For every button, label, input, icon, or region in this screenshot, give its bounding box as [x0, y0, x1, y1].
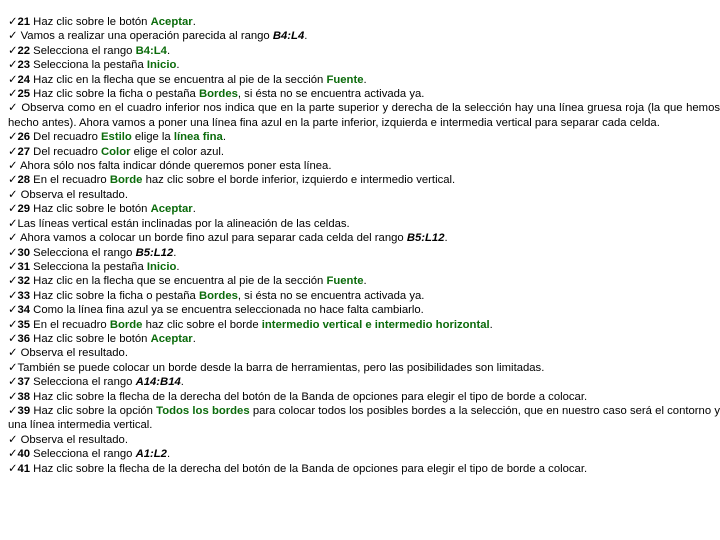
instruction-text: haz clic sobre el borde inferior, izquierdo e intermedio vertical. — [142, 174, 456, 187]
instruction-text: . — [180, 376, 184, 389]
checkmark-icon: ✓ — [8, 44, 18, 57]
step-number: 23 — [17, 59, 31, 72]
checkmark-icon: ✓ — [8, 102, 18, 115]
instruction-line — [8, 332, 720, 346]
instruction-line — [8, 217, 720, 231]
instruction-text: En el recuadro — [30, 174, 110, 187]
checkmark-icon: ✓ — [8, 203, 18, 216]
instruction-line — [8, 260, 720, 274]
checkmark-icon: ✓ — [8, 289, 18, 302]
step-number: 27 — [17, 145, 31, 158]
instruction-line — [8, 188, 720, 202]
instruction-text: Ahora sólo nos falta indicar dónde queremos poner esta línea. — [17, 160, 332, 173]
ui-term: Aceptar — [150, 203, 193, 216]
step-number: 26 — [17, 131, 31, 144]
instruction-line — [8, 246, 720, 260]
ui-term: Todos los bordes — [156, 404, 250, 417]
checkmark-icon: ✓ — [8, 260, 18, 273]
step-number: 29 — [17, 203, 31, 216]
step-number: 41 — [17, 462, 31, 475]
instruction-line — [8, 145, 720, 159]
instruction-text: Observa el resultado. — [17, 188, 128, 201]
checkmark-icon: ✓ — [8, 160, 18, 173]
ui-term: Inicio — [146, 260, 177, 273]
checkmark-icon: ✓ — [8, 188, 18, 201]
instruction-line — [8, 202, 720, 216]
ui-term: línea fina — [173, 131, 223, 144]
cell-range: B5:L12 — [135, 246, 174, 259]
step-number: 34 — [17, 304, 31, 317]
instruction-text: Haz clic sobre la ficha o pestaña — [30, 88, 199, 101]
instruction-text: Haz clic sobre le botón — [30, 16, 151, 28]
instruction-text: Observa el resultado. — [17, 347, 128, 360]
ui-term: Estilo — [101, 131, 132, 144]
instruction-text: elige la — [131, 131, 174, 144]
checkmark-icon: ✓ — [8, 462, 18, 475]
step-number: 40 — [17, 448, 31, 461]
instruction-text: . — [444, 232, 448, 245]
instruction-text: . — [489, 318, 493, 331]
step-number: 22 — [17, 44, 31, 57]
step-number: 25 — [17, 88, 31, 101]
instruction-text: También se puede colocar un borde desde la barra de herramientas, pero las posibilidades son limitadas. — [17, 361, 545, 374]
instruction-line — [8, 346, 720, 360]
instruction-document — [8, 15, 720, 476]
instruction-line — [8, 375, 720, 389]
instruction-text: Selecciona la pestaña — [30, 59, 147, 72]
instruction-text: . — [176, 260, 180, 273]
instruction-line — [8, 15, 720, 29]
instruction-text: Vamos a realizar una operación parecida al rango — [17, 30, 273, 43]
instruction-line — [8, 361, 720, 375]
checkmark-icon: ✓ — [8, 145, 18, 158]
checkmark-icon: ✓ — [8, 174, 18, 187]
step-number: 30 — [17, 246, 31, 259]
checkmark-icon: ✓ — [8, 232, 18, 245]
instruction-line — [8, 447, 720, 461]
instruction-text: Del recuadro — [30, 131, 101, 144]
instruction-text: Selecciona la pestaña — [30, 260, 147, 273]
instruction-text: Selecciona el rango — [30, 44, 136, 57]
cell-range: B5:L12 — [406, 232, 445, 245]
ui-term: Fuente — [326, 73, 364, 86]
instruction-text: Observa el resultado. — [17, 433, 128, 446]
ui-term: Aceptar — [150, 332, 193, 345]
checkmark-icon: ✓ — [8, 275, 18, 288]
ui-term: B4:L4 — [135, 44, 167, 57]
step-number: 37 — [17, 376, 31, 389]
instruction-text: Del recuadro — [30, 145, 101, 158]
step-number: 21 — [17, 16, 31, 28]
step-number: 28 — [17, 174, 31, 187]
step-number: 31 — [17, 260, 31, 273]
checkmark-icon: ✓ — [8, 59, 18, 72]
instruction-text: Haz clic en la flecha que se encuentra al pie de la sección — [30, 275, 327, 288]
checkmark-icon: ✓ — [8, 30, 18, 43]
checkmark-icon: ✓ — [8, 361, 18, 374]
ui-term: Borde — [109, 174, 143, 187]
step-number: 39 — [17, 404, 31, 417]
instruction-text: . — [363, 275, 367, 288]
instruction-line — [8, 390, 720, 404]
instruction-text: Haz clic sobre la opción — [30, 404, 157, 417]
instruction-line — [8, 44, 720, 58]
checkmark-icon: ✓ — [8, 433, 18, 446]
instruction-text: Haz clic en la flecha que se encuentra al pie de la sección — [30, 73, 327, 86]
ui-term: Fuente — [326, 275, 364, 288]
instruction-text: Ahora vamos a colocar un borde fino azul para separar cada celda del rango — [17, 232, 407, 245]
instruction-line — [8, 433, 720, 447]
step-number: 24 — [17, 73, 31, 86]
checkmark-icon: ✓ — [8, 347, 18, 360]
instruction-line — [8, 303, 720, 317]
checkmark-icon: ✓ — [8, 88, 18, 101]
checkmark-icon: ✓ — [8, 246, 18, 259]
checkmark-icon: ✓ — [8, 390, 18, 403]
checkmark-icon: ✓ — [8, 404, 18, 417]
ui-term: Aceptar — [150, 16, 193, 28]
instruction-line — [8, 462, 720, 476]
ui-term: Borde — [109, 318, 143, 331]
instruction-text: . — [304, 30, 308, 43]
instruction-line — [8, 73, 720, 87]
instruction-text: Haz clic sobre la flecha de la derecha del botón de la Banda de opciones para elegir el tipo de borde a colocar. — [30, 462, 588, 475]
cell-range: A1:L2 — [135, 448, 167, 461]
instruction-line — [8, 58, 720, 72]
checkmark-icon: ✓ — [8, 332, 18, 345]
instruction-text: . — [166, 44, 171, 57]
instruction-text: En el recuadro — [30, 318, 110, 331]
instruction-line — [8, 130, 720, 144]
instruction-text: Como la línea fina azul ya se encuentra seleccionada no hace falta cambiarlo. — [30, 304, 424, 317]
instruction-line — [8, 274, 720, 288]
ui-term: Bordes — [198, 289, 238, 302]
instruction-text: Selecciona el rango — [30, 246, 136, 259]
instruction-line — [8, 289, 720, 303]
instruction-text: Haz clic sobre la ficha o pestaña — [30, 289, 199, 302]
instruction-text: Haz clic sobre la flecha de la derecha del botón de la Banda de opciones para elegir el tipo de borde a colocar. — [30, 390, 588, 403]
checkmark-icon: ✓ — [8, 217, 18, 230]
instruction-line — [8, 87, 720, 101]
ui-term: intermedio vertical e intermedio horizontal — [261, 318, 490, 331]
instruction-line — [8, 404, 720, 433]
instruction-text: para colocar todos los posibles bordes a la selección, que en nuestro caso será el contorno y una línea intermedia vertical. — [8, 404, 720, 432]
instruction-text: . — [222, 131, 226, 144]
step-number: 33 — [17, 289, 31, 302]
checkmark-icon: ✓ — [8, 304, 18, 317]
checkmark-icon: ✓ — [8, 73, 18, 86]
instruction-text: . — [363, 73, 367, 86]
instruction-text: , si ésta no se encuentra activada ya. — [237, 88, 425, 101]
instruction-line — [8, 101, 720, 130]
instruction-line — [8, 231, 720, 245]
step-number: 38 — [17, 390, 31, 403]
cell-range: A14:B14 — [135, 376, 181, 389]
instruction-text: . — [192, 332, 196, 345]
checkmark-icon: ✓ — [8, 318, 18, 331]
instruction-text: Haz clic sobre le botón — [30, 332, 151, 345]
instruction-text: . — [166, 448, 171, 461]
instruction-text: . — [176, 59, 180, 72]
checkmark-icon: ✓ — [8, 448, 18, 461]
cell-range: B4:L4 — [272, 30, 305, 43]
step-number: 35 — [17, 318, 31, 331]
instruction-text: Haz clic sobre le botón — [30, 203, 151, 216]
checkmark-icon: ✓ — [8, 131, 18, 144]
instruction-text: Las líneas vertical están inclinadas por la alineación de las celdas. — [17, 217, 350, 230]
ui-term: Inicio — [146, 59, 177, 72]
instruction-text: Observa como en el cuadro inferior nos indica que en la parte superior y derecha de la selección hay una línea gruesa roja (la que hemos hecho antes). Ahora vamos a poner una línea fina azul en la parte inferior, izquierda e intermedia vertical para separar cada celda. — [8, 102, 720, 129]
instruction-line — [8, 173, 720, 187]
instruction-text: Selecciona el rango — [30, 448, 136, 461]
instruction-text: , si ésta no se encuentra activada ya. — [237, 289, 425, 302]
ui-term: Bordes — [198, 88, 238, 101]
instruction-text: . — [192, 16, 196, 28]
instruction-text: elige el color azul. — [130, 145, 225, 158]
instruction-text: haz clic sobre el borde — [142, 318, 262, 331]
checkmark-icon: ✓ — [8, 16, 18, 28]
step-number: 36 — [17, 332, 31, 345]
ui-term: Color — [101, 145, 131, 158]
checkmark-icon: ✓ — [8, 376, 18, 389]
instruction-line — [8, 29, 720, 43]
instruction-text: . — [173, 246, 177, 259]
instruction-line — [8, 159, 720, 173]
step-number: 32 — [17, 275, 31, 288]
instruction-text: . — [192, 203, 196, 216]
instruction-line — [8, 318, 720, 332]
instruction-text: Selecciona el rango — [30, 376, 136, 389]
